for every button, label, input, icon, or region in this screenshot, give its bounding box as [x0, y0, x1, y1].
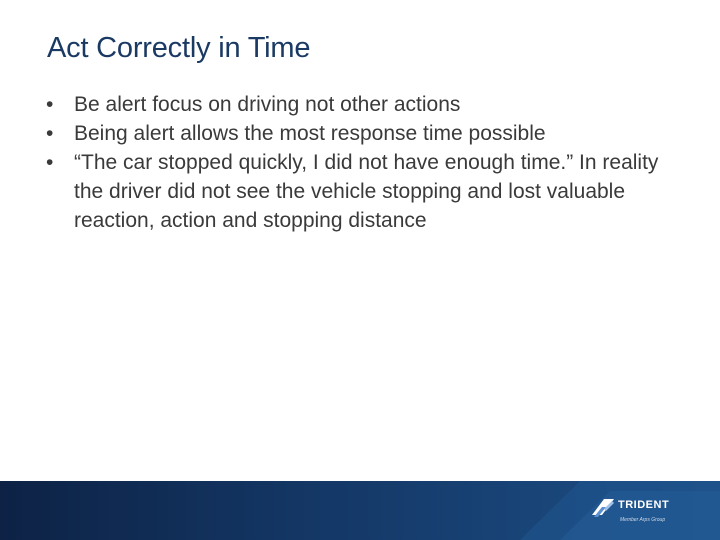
bullet-text: Being alert allows the most response time possible [74, 122, 546, 145]
bullet-text: “The car stopped quickly, I did not have enough time.” In reality the driver did not see the vehicle stopping and lost valuable reaction, action and stopping distance [74, 151, 659, 232]
slide-title: Act Correctly in Time [47, 32, 311, 64]
bullet-text: Be alert focus on driving not other actions [74, 93, 461, 116]
bullet-list [46, 90, 686, 235]
bullet-item [46, 90, 686, 119]
bullet-marker: • [46, 93, 54, 116]
bullet-item [46, 119, 686, 148]
trident-mark-icon [590, 497, 616, 519]
logo-wordmark: TRIDENT [618, 499, 670, 511]
bullet-item [46, 148, 686, 235]
trident-logo [590, 497, 680, 531]
bullet-marker: • [46, 151, 54, 174]
logo-tagline: Member Arps Group [620, 517, 666, 523]
bullet-marker: • [46, 122, 54, 145]
